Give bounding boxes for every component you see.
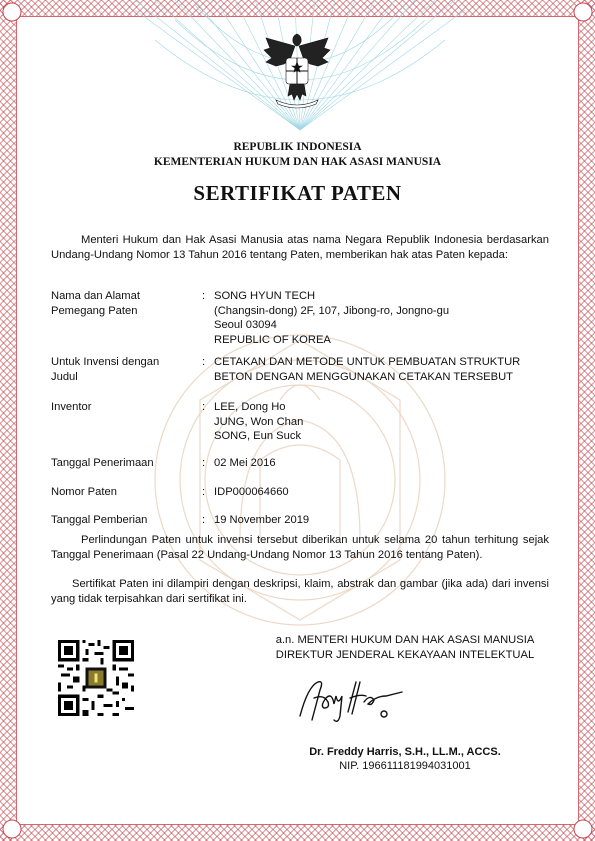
inventor-label: Inventor xyxy=(51,401,92,413)
signatory-line-1: a.n. MENTERI HUKUM DAN HAK ASASI MANUSIA xyxy=(275,634,535,646)
header-ministry: KEMENTERIAN HUKUM DAN HAK ASASI MANUSIA xyxy=(153,156,442,168)
invention-label: Untuk Invensi dengan Judul xyxy=(51,356,160,383)
inventor-colon: : xyxy=(202,401,206,413)
patent-number-colon: : xyxy=(202,486,206,498)
inventor-value: LEE, Dong Ho JUNG, Won Chan SONG, Eun Suck xyxy=(214,401,304,443)
signature-icon xyxy=(290,676,410,726)
intro-paragraph: Menteri Hukum dan Hak Asasi Manusia atas nama Negara Republik Indonesia berdasarkan Undang-Undang Nomor 13 Tahun 2016 tentang Paten, memberikan hak atas Paten kepada: xyxy=(51,234,549,261)
header-republic: REPUBLIK INDONESIA xyxy=(233,141,362,153)
grant-date-colon: : xyxy=(202,514,206,526)
filing-date-label: Tanggal Penerimaan xyxy=(51,457,154,469)
qr-code-icon xyxy=(58,640,134,716)
page-title: SERTIFIKAT PATEN xyxy=(193,181,402,205)
filing-date-colon: : xyxy=(202,457,206,469)
garuda-emblem-icon xyxy=(262,30,332,112)
invention-value: CETAKAN DAN METODE UNTUK PEMBUATAN STRUKTUR BETON DENGAN MENGGUNAKAN CETAKAN TERSEBUT xyxy=(214,356,521,383)
patent-number-label: Nomor Paten xyxy=(51,486,117,498)
patent-number-value: IDP000064660 xyxy=(214,486,289,498)
grant-date-value: 19 November 2019 xyxy=(214,514,310,526)
attachment-paragraph: Sertifikat Paten ini dilampiri dengan deskripsi, klaim, abstrak dan gambar (jika ada) dari invensi yang tidak terpisahkan dari sertifikat ini. xyxy=(51,578,549,605)
filing-date-value: 02 Mei 2016 xyxy=(214,457,276,469)
protection-paragraph: Perlindungan Paten untuk invensi tersebut diberikan untuk selama 20 tahun terhitung sejak Tanggal Penerimaan (Pasal 22 Undang-Undang Nomor 13 Tahun 2016 tentang Paten). xyxy=(51,534,549,561)
holder-value: SONG HYUN TECH (Changsin-dong) 2F, 107, Jibong-ro, Jongno-gu Seoul 03094 REPUBLIC OF KOREA xyxy=(214,290,450,346)
signatory-nip: NIP. 196611181994031001 xyxy=(339,760,471,772)
holder-label: Nama dan Alamat Pemegang Paten xyxy=(51,290,140,317)
signatory-name: Dr. Freddy Harris, S.H., LL.M., ACCS. xyxy=(309,746,501,758)
signatory-line-2: DIREKTUR JENDERAL KEKAYAAN INTELEKTUAL xyxy=(275,649,535,661)
invention-colon: : xyxy=(202,356,206,368)
holder-colon: : xyxy=(202,290,206,302)
grant-date-label: Tanggal Pemberian xyxy=(51,514,148,526)
